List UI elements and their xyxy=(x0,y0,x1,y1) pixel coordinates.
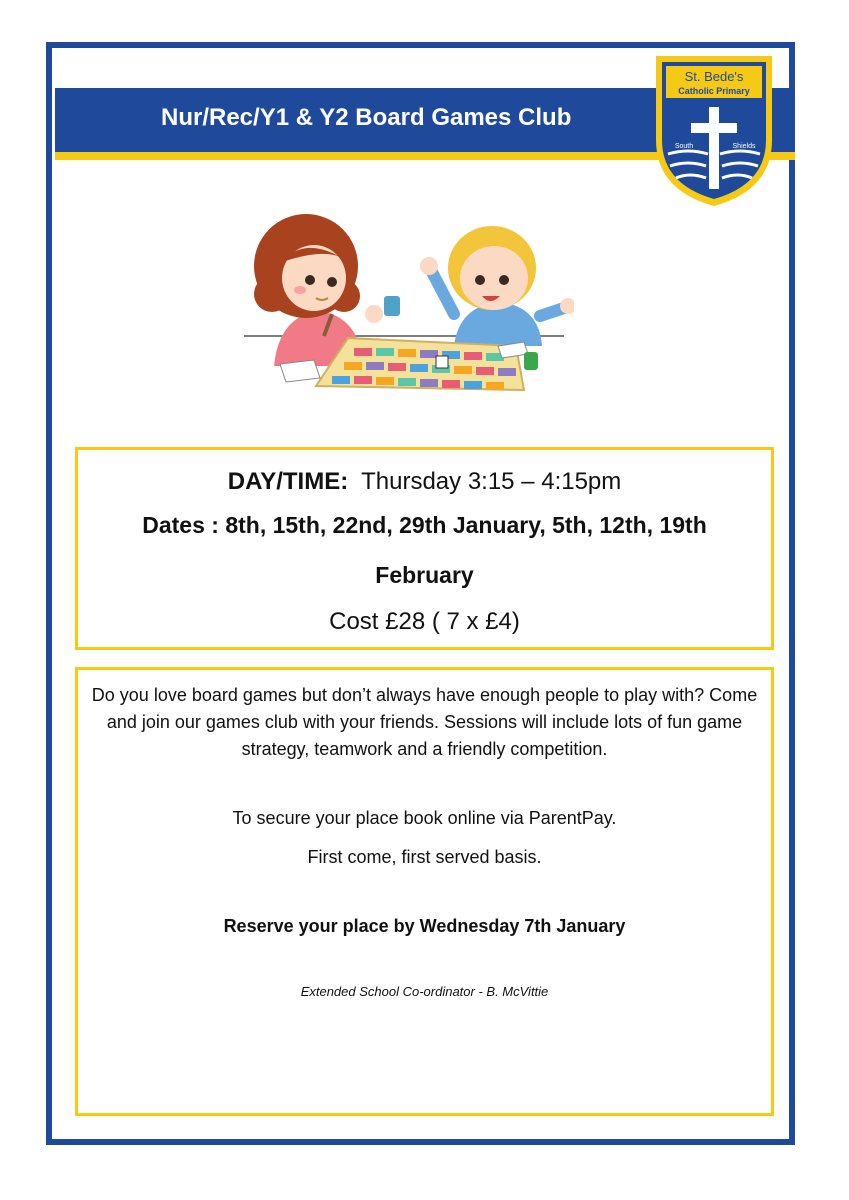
day-time-label: DAY/TIME: xyxy=(227,468,349,495)
school-crest-logo xyxy=(652,50,776,210)
crest-south: South xyxy=(674,143,694,150)
description-paragraph: Do you love board games but don’t always have enough people to play with? Come and join our games club with your friends. Sessions will include lots of fun game strategy, teamwork and a friendly competition. xyxy=(91,685,758,759)
description-box xyxy=(75,667,774,1116)
crest-name: St. Bede's xyxy=(684,69,744,84)
game-board xyxy=(316,338,524,390)
dates-line: Dates : 8th, 15th, 22nd, 29th January, 5th, 12th, 19th xyxy=(142,512,707,538)
children-playing-illustration xyxy=(224,196,574,406)
booking-instructions: To secure your place book online via ParentPay. xyxy=(232,808,617,828)
day-time-value: Thursday 3:15 – 4:15pm xyxy=(361,468,622,495)
card-icon xyxy=(280,360,320,382)
crest-subtitle: Catholic Primary xyxy=(678,86,750,96)
poster-title: Nur/Rec/Y1 & Y2 Board Games Club xyxy=(161,104,572,131)
booking-basis: First come, first served basis. xyxy=(307,847,542,867)
boy-figure xyxy=(420,226,574,346)
day-time-line xyxy=(78,468,771,496)
cost-line: Cost £28 ( 7 x £4) xyxy=(329,608,520,635)
cup-icon xyxy=(524,352,538,370)
crest-shields: Shields xyxy=(732,143,756,150)
reserve-deadline: Reserve your place by Wednesday 7th January xyxy=(223,916,626,936)
dice-icon xyxy=(436,356,448,368)
coordinator-signoff: Extended School Co-ordinator - B. McVittie xyxy=(300,984,549,999)
session-info-box xyxy=(75,447,774,650)
dates-line-continued: February xyxy=(375,562,474,588)
